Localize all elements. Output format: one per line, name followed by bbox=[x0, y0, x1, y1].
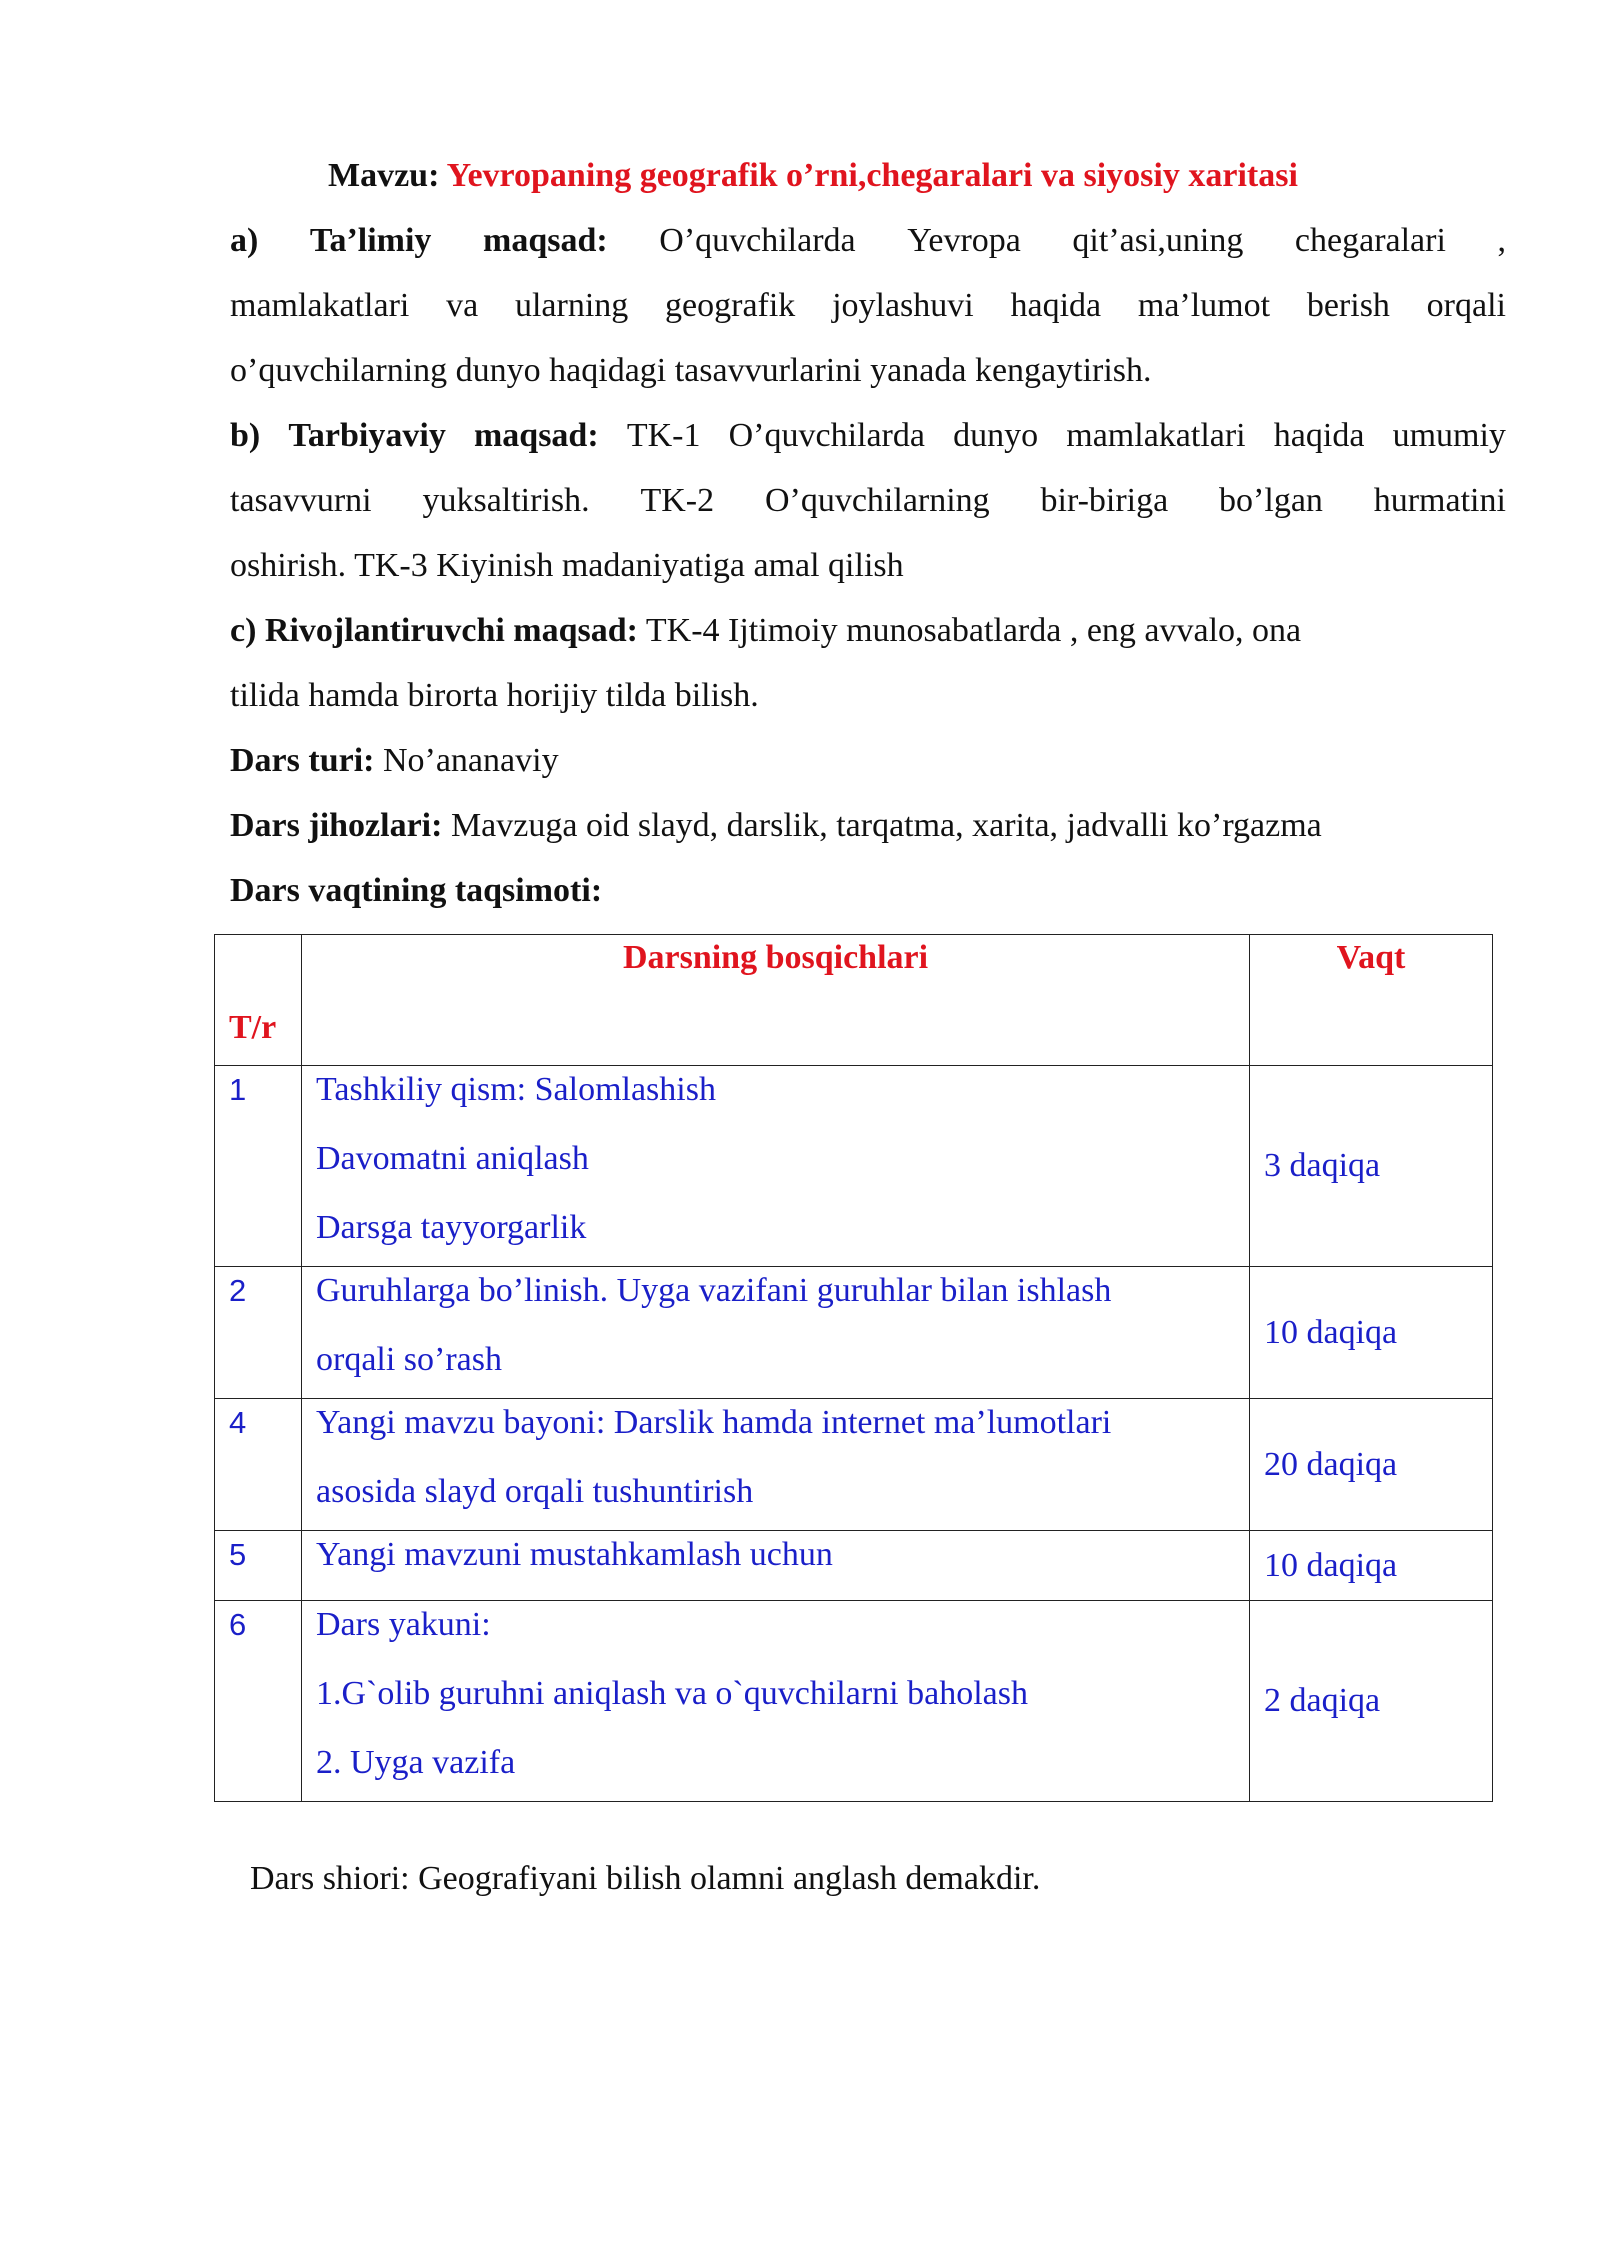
goal-a-line-1-word: , bbox=[1497, 222, 1506, 259]
table-row bbox=[215, 1531, 1493, 1601]
stage-line: Yangi mavzuni mustahkamlash uchun bbox=[316, 1536, 833, 1573]
goal-a-line-1-word: chegaralari bbox=[1294, 222, 1446, 259]
header-stage: Darsning bosqichlari bbox=[302, 935, 1250, 1066]
goal-c-text: TK-4 Ijtimoiy munosabatlarda , eng avvalo, ona bbox=[638, 612, 1302, 649]
stage-line: Davomatni aniqlash bbox=[316, 1140, 589, 1177]
goal-b-line-2-word: tasavvurni bbox=[230, 482, 372, 519]
goal-b-line-1-word: TK-1 bbox=[626, 417, 701, 454]
stage-line: Tashkiliy qism: Salomlashish bbox=[316, 1071, 716, 1108]
goal-a-line-3: o’quvchilarning dunyo haqidagi tasavvurlarini yanada kengaytirish. bbox=[230, 352, 1152, 389]
goal-a-label-word-2: Ta’limiy bbox=[309, 222, 432, 259]
row-stage bbox=[302, 1066, 1250, 1267]
goal-c-label: c) Rivojlantiruvchi maqsad: bbox=[230, 612, 638, 649]
row-time: 20 daqiqa bbox=[1250, 1399, 1493, 1531]
stage-line: Guruhlarga bo’linish. Uyga vazifani guruhlar bilan ishlash bbox=[316, 1272, 1112, 1309]
table-row bbox=[215, 1399, 1493, 1531]
row-stage bbox=[302, 1267, 1250, 1399]
goal-b-label-word-3: maqsad: bbox=[473, 417, 599, 454]
row-stage bbox=[302, 1531, 1250, 1601]
goal-a-line-2-word: berish bbox=[1306, 287, 1390, 324]
goal-b-line-2-word: O’quvchilarning bbox=[764, 482, 990, 519]
goal-a-line-2-word: ularning bbox=[514, 287, 629, 324]
goal-b-line-1-word: dunyo bbox=[953, 417, 1039, 454]
goal-a-line-2-word: orqali bbox=[1426, 287, 1506, 324]
motto: Dars shiori: Geografiyani bilish olamni anglash demakdir. bbox=[250, 1860, 1041, 1897]
goal-a-label-word-1: a) bbox=[230, 222, 259, 259]
equipment-line bbox=[230, 806, 1322, 846]
row-number-text: 2 bbox=[229, 1273, 247, 1308]
table-header-row bbox=[215, 935, 1493, 1066]
row-number bbox=[215, 1531, 302, 1601]
goal-a-line-2-word: va bbox=[446, 287, 479, 324]
lesson-type-value: No’ananaviy bbox=[374, 742, 559, 779]
topic-line bbox=[328, 156, 1298, 196]
table-row bbox=[215, 1267, 1493, 1399]
stage-line: Yangi mavzu bayoni: Darslik hamda internet ma’lumotlari bbox=[316, 1404, 1112, 1441]
goal-a-line-1-word: Yevropa bbox=[907, 222, 1021, 259]
topic-label: Mavzu: bbox=[328, 157, 440, 194]
row-time: 3 daqiqa bbox=[1250, 1066, 1493, 1267]
goal-b-line-1-word: umumiy bbox=[1392, 417, 1506, 454]
stage-line: asosida slayd orqali tushuntirish bbox=[316, 1473, 754, 1510]
row-number bbox=[215, 1267, 302, 1399]
schedule-table bbox=[214, 934, 1493, 1802]
row-time: 10 daqiqa bbox=[1250, 1267, 1493, 1399]
goal-a-line-1-word: qit’asi,uning bbox=[1072, 222, 1244, 259]
stage-line: orqali so’rash bbox=[316, 1341, 503, 1378]
goal-c-line-2: tilida hamda birorta horijiy tilda bilish. bbox=[230, 677, 759, 714]
goal-a-label-word-3: maqsad: bbox=[483, 222, 608, 259]
goal-a-line-1-word: O’quvchilarda bbox=[659, 222, 856, 259]
goal-c-line-1 bbox=[230, 611, 1301, 651]
goal-b-line-2-word: bir-biriga bbox=[1040, 482, 1169, 519]
header-time: Vaqt bbox=[1250, 935, 1493, 1066]
goal-b-line-2-word: yuksaltirish. bbox=[422, 482, 590, 519]
row-number-text: 1 bbox=[229, 1072, 247, 1107]
row-time: 2 daqiqa bbox=[1250, 1601, 1493, 1802]
goal-b-label-word-2: Tarbiyaviy bbox=[288, 417, 446, 454]
table-row bbox=[215, 1066, 1493, 1267]
equipment-label: Dars jihozlari: bbox=[230, 807, 443, 844]
header-num: T/r bbox=[215, 935, 302, 1066]
goal-a-line-1 bbox=[230, 221, 1506, 261]
equipment-value: Mavzuga oid slayd, darslik, tarqatma, xarita, jadvalli ko’rgazma bbox=[442, 807, 1322, 844]
table-row bbox=[215, 1601, 1493, 1802]
row-stage bbox=[302, 1399, 1250, 1531]
goal-a-line-2-word: mamlakatlari bbox=[230, 287, 410, 324]
row-number bbox=[215, 1601, 302, 1802]
goal-a-line-2-word: ma’lumot bbox=[1137, 287, 1271, 324]
topic-title: Yevropaning geografik o’rni,chegaralari va siyosiy xaritasi bbox=[446, 157, 1298, 194]
goal-b-line-2-word: hurmatini bbox=[1373, 482, 1506, 519]
goal-b-line-1-word: O’quvchilarda bbox=[728, 417, 925, 454]
goal-b-line-1 bbox=[230, 416, 1506, 456]
row-number-text: 5 bbox=[229, 1537, 247, 1572]
row-stage bbox=[302, 1601, 1250, 1802]
goal-a-line-2-word: geografik bbox=[665, 287, 796, 324]
goal-a-line-2-word: joylashuvi bbox=[832, 287, 974, 324]
goal-a-line-2 bbox=[230, 286, 1506, 326]
row-number bbox=[215, 1066, 302, 1267]
stage-line: 1.G`olib guruhni aniqlash va o`quvchilarni baholash bbox=[316, 1675, 1028, 1712]
goal-b-label-word-1: b) bbox=[230, 417, 261, 454]
goal-a-line-2-word: haqida bbox=[1010, 287, 1102, 324]
lesson-type-line bbox=[230, 741, 559, 781]
row-time: 10 daqiqa bbox=[1250, 1531, 1493, 1601]
stage-line: Dars yakuni: bbox=[316, 1606, 491, 1643]
stage-line: Darsga tayyorgarlik bbox=[316, 1209, 587, 1246]
goal-b-line-1-word: mamlakatlari bbox=[1066, 417, 1246, 454]
goal-b-line-3: oshirish. TK-3 Kiyinish madaniyatiga amal qilish bbox=[230, 547, 904, 584]
row-number-text: 6 bbox=[229, 1607, 247, 1642]
goal-b-line-2 bbox=[230, 481, 1506, 521]
schedule-heading: Dars vaqtining taqsimoti: bbox=[230, 872, 603, 909]
lesson-type-label: Dars turi: bbox=[230, 742, 375, 779]
row-number bbox=[215, 1399, 302, 1531]
row-number-text: 4 bbox=[229, 1405, 247, 1440]
goal-b-line-2-word: bo’lgan bbox=[1219, 482, 1323, 519]
goal-b-line-1-word: haqida bbox=[1273, 417, 1365, 454]
goal-b-line-2-word: TK-2 bbox=[640, 482, 715, 519]
stage-line: 2. Uyga vazifa bbox=[316, 1744, 516, 1781]
